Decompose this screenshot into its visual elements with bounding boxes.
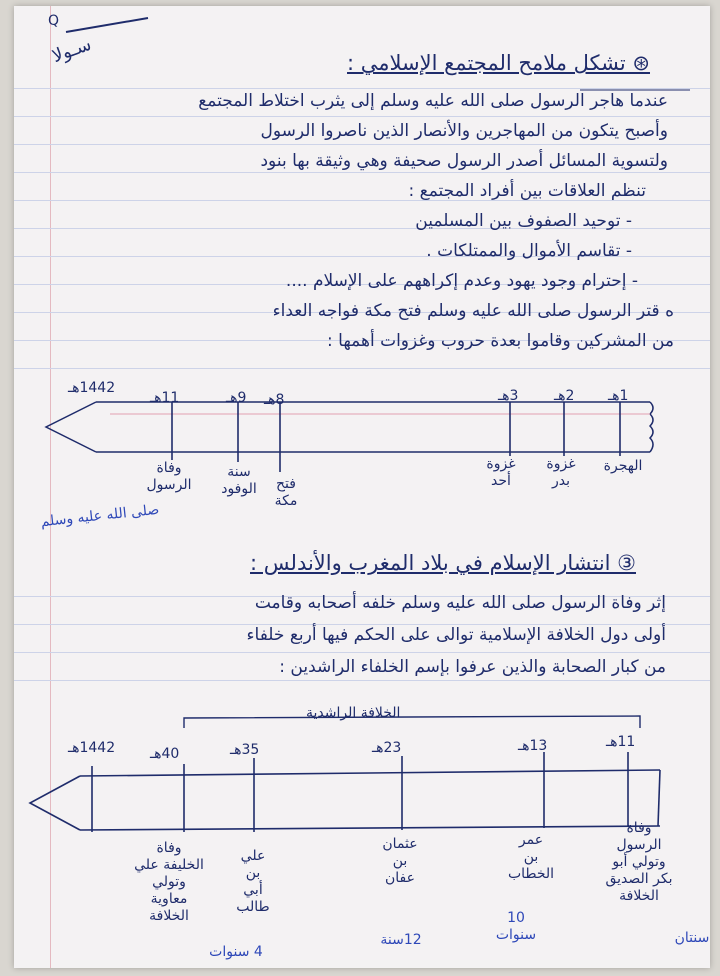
duration-note: 4 سنوات bbox=[209, 944, 263, 960]
timeline2-arrow bbox=[30, 770, 660, 830]
section1-line: ه قتر الرسول صلى الله عليه وسلم فتح مكة فواجه العداء bbox=[272, 301, 674, 321]
timeline2-event-label: علي بن أبي طالب bbox=[236, 848, 270, 915]
timeline2-year: 40هـ bbox=[150, 746, 180, 762]
timeline2-year: 35هـ bbox=[230, 742, 260, 758]
corner-note: سـولا bbox=[49, 33, 95, 68]
section1-bullet: - توحيد الصفوف بين المسلمين bbox=[415, 211, 632, 231]
section2-title: ③ انتشار الإسلام في بلاد المغرب والأندلس : bbox=[250, 551, 636, 575]
section1-line: وأصبح يتكون من المهاجرين والأنصار الذين ناصروا الرسول bbox=[260, 121, 668, 141]
caliphate-bracket bbox=[184, 716, 640, 728]
section1-bullet: - إحترام وجود يهود وعدم إكراههم على الإسلام .... bbox=[285, 271, 638, 291]
section1-line: تنظم العلاقات بين أفراد المجتمع : bbox=[408, 181, 646, 201]
timeline1-event-label: غزوة أحد bbox=[486, 456, 516, 489]
timeline1-event-label: فتح مكة bbox=[274, 476, 298, 509]
section1-line: ولتسوية المسائل أصدر الرسول صحيفة وهي وثيقة بها بنود bbox=[260, 151, 668, 171]
timeline1-year: 1هـ bbox=[608, 388, 629, 404]
timeline2-arrow-head bbox=[30, 776, 80, 830]
timeline1-event-label: وفاة الرسول bbox=[146, 460, 192, 493]
section1-line: من المشركين وقاموا بعدة حروب وغزوات أهمها : bbox=[327, 331, 674, 351]
timeline1-wavy-end bbox=[650, 402, 653, 452]
section1-title: ⊛ تشكل ملامح المجتمع الإسلامي : bbox=[347, 51, 650, 75]
timeline1-arrow bbox=[46, 402, 653, 452]
corner-mark: Q bbox=[48, 13, 60, 29]
timeline2-year: 13هـ bbox=[518, 738, 548, 754]
section2-line: من كبار الصحابة والذين عرفوا بإسم الخلفاء الراشدين : bbox=[279, 657, 666, 677]
timeline2-year: 11هـ bbox=[606, 734, 636, 750]
bracket-label: الخلافة الراشدية bbox=[306, 705, 401, 721]
timeline2-bottom-edge bbox=[80, 826, 660, 830]
duration-note: 10 سنوات bbox=[495, 910, 537, 943]
timeline1-year: 11هـ bbox=[150, 390, 180, 406]
timeline2-end-year: 1442هـ bbox=[68, 740, 116, 756]
timeline1-year: 3هـ bbox=[498, 388, 519, 404]
timeline1-event-label: غزوة بدر bbox=[546, 456, 576, 489]
timeline1-end-year: 1442هـ bbox=[68, 380, 116, 396]
corner-stroke bbox=[66, 18, 148, 32]
section2-line: إثر وفاة الرسول صلى الله عليه وسلم خلفه أصحابه وقامت bbox=[254, 593, 666, 613]
timeline2-top-edge bbox=[80, 770, 660, 776]
timeline2-event-label: وفاة الخليفة علي وتولي معاوية الخلافة bbox=[134, 840, 204, 924]
timeline1-event-label: سنة الوفود bbox=[221, 464, 257, 497]
timeline2-event-label: وفاة الرسول وتولي أبو بكر الصديق الخلافة bbox=[605, 820, 673, 904]
timeline2-event-label: عمر بن الخطاب bbox=[507, 832, 555, 882]
salutation-note: صلى الله عليه وسلم bbox=[39, 501, 160, 531]
section1-bullet: - تقاسم الأموال والممتلكات . bbox=[426, 241, 632, 261]
section1-line: عندما هاجر الرسول صلى الله عليه وسلم إلى يثرب اختلاط المجتمع bbox=[198, 91, 668, 111]
section2-line: أولى دول الخلافة الإسلامية توالى على الحكم فيها أربع خلفاء bbox=[246, 625, 666, 645]
timeline2-event-label: عثمان بن عفان bbox=[382, 836, 418, 886]
timeline2-right-end bbox=[658, 770, 660, 826]
timeline1-ticks bbox=[172, 402, 620, 472]
timeline1-year: 2هـ bbox=[554, 388, 575, 404]
timeline1-year: 9هـ bbox=[226, 390, 247, 406]
duration-note: 12سنة bbox=[380, 932, 422, 948]
timeline1-event-label: الهجرة bbox=[603, 458, 643, 474]
timeline1-arrow-head bbox=[46, 402, 96, 452]
timeline1-year: 8هـ bbox=[264, 392, 285, 408]
timeline2-ticks bbox=[92, 752, 628, 832]
timeline2-year: 23هـ bbox=[372, 740, 402, 756]
duration-note: سنتان bbox=[674, 930, 710, 946]
